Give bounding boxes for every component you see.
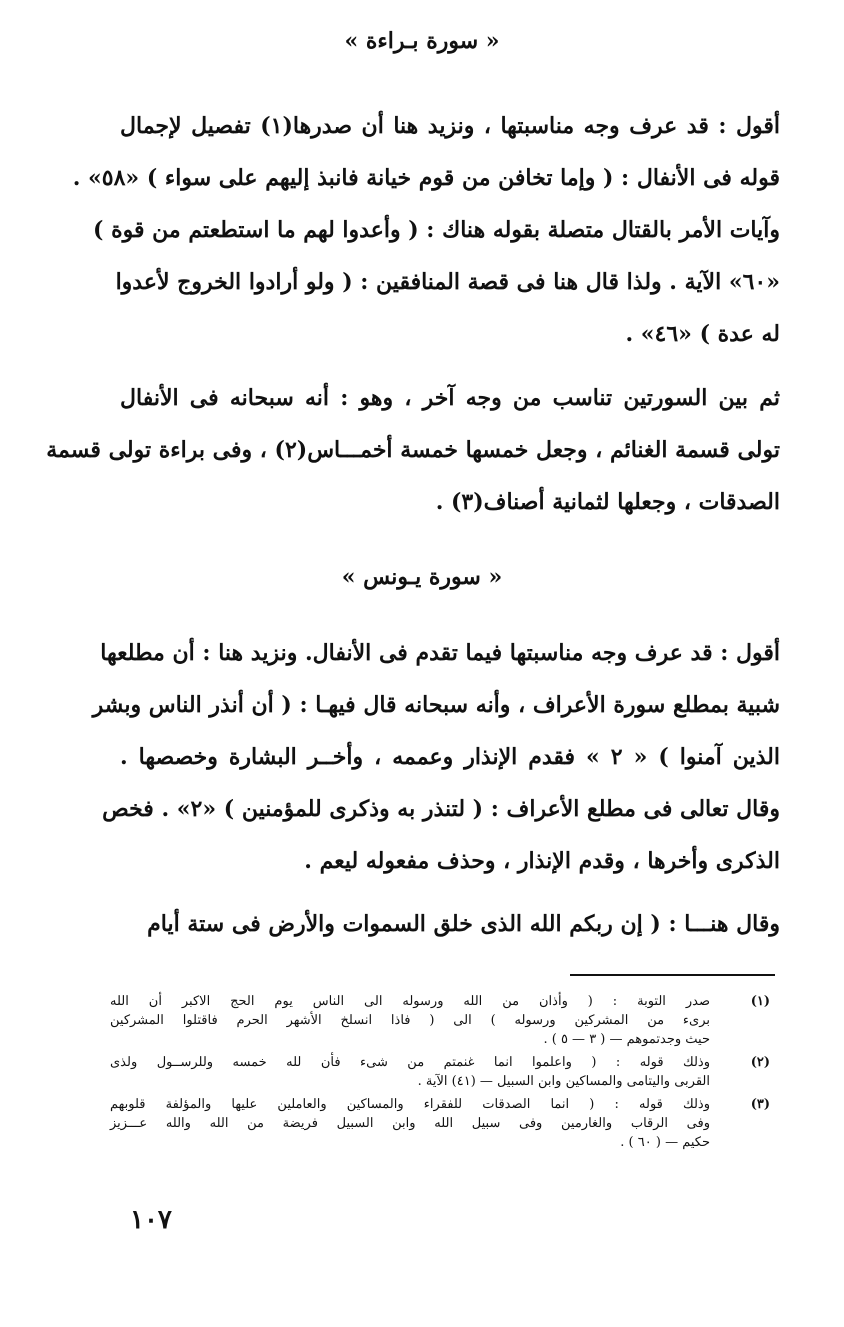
footnote-number: (٣) — [750, 1097, 770, 1112]
footnote-line: وذلك قوله : ( واعلموا انما غنمتم من شىء فأن لله خمسه وللرســول ولذى — [110, 1055, 710, 1070]
surah-yunus-paragraph-1 — [92, 627, 780, 887]
footnote-number: (١) — [750, 994, 770, 1009]
text-line: «٦٠» الآية . ولذا قال هنا فى قصة المنافقين : ( ولو أرادوا الخروج لأعدوا — [115, 269, 780, 295]
footnote-line: وذلك قوله : ( انما الصدقات للفقراء والمساكين والعاملين عليها والمؤلفة قلوبهم — [110, 1097, 710, 1112]
footnote-1 — [110, 992, 770, 1049]
text-line: قوله فى الأنفال : ( وإما تخافن من قوم خيانة فانبذ إليهم على سواء ) «٥٨» . — [72, 165, 780, 191]
text-line: وقال تعالى فى مطلع الأعراف : ( لتنذر به وذكرى للمؤمنين ) «٢» . فخص — [102, 796, 780, 822]
surah-yunus-heading: « سورة يـونس » — [341, 564, 503, 590]
page-number: ١٠٧ — [130, 1205, 172, 1235]
footnotes — [110, 992, 770, 1156]
text-line: الذكرى وأخرها ، وقدم الإنذار ، وحذف مفعوله ليعم . — [304, 848, 780, 874]
surah-baraa-heading: « سورة بـراءة » — [344, 28, 500, 54]
footnote-line: القربى واليتامى والمساكين وابن السبيل — (٤١) الآية . — [417, 1074, 710, 1089]
footnote-text — [110, 992, 710, 1049]
text-line: الصدقات ، وجعلها لثمانية أصناف(٣) . — [435, 489, 780, 515]
text-line: تولى قسمة الغنائم ، وجعل خمسها خمسة أخمـــاس(٢) ، وفى براءة تولى قسمة — [46, 437, 780, 463]
footnote-number: (٢) — [750, 1055, 770, 1070]
text-line: أقول : قد عرف وجه مناسبتها فيما تقدم فى الأنفال. ونزيد هنا : أن مطلعها — [100, 640, 780, 666]
text-line: وقال هنـــا : ( إن ربكم الله الذى خلق السموات والأرض فى ستة أيام — [147, 911, 780, 937]
surah-baraa-paragraph-1 — [72, 100, 780, 360]
surah-yunus-paragraph-2 — [120, 898, 780, 950]
text-line: شبية بمطلع سورة الأعراف ، وأنه سبحانه قال فيهـا : ( أن أنذر الناس وبشر — [92, 692, 780, 718]
footnote-line: وفى الرقاب والغارمين وفى سبيل الله وابن السبيل فريضة من الله والله عـــزيز — [110, 1116, 710, 1131]
footnote-line: حيث وجدتموهم — ( ٣ — ٥ ) . — [543, 1032, 710, 1047]
footnote-separator — [570, 974, 775, 976]
footnote-text — [110, 1095, 710, 1152]
surah-baraa-paragraph-2 — [46, 372, 780, 528]
footnote-3 — [110, 1095, 770, 1152]
footnote-line: برىء من المشركين ورسوله ) الى ( فاذا انسلخ الأشهر الحرم فاقتلوا المشركين — [110, 1013, 710, 1028]
footnote-line: حكيم — ( ٦٠ ) . — [620, 1135, 710, 1150]
footnote-line: صدر التوبة : ( وأذان من الله ورسوله الى الناس يوم الحج الاكبر أن الله — [110, 994, 710, 1009]
text-line: وآيات الأمر بالقتال متصلة بقوله هناك : ( وأعدوا لهم ما استطعتم من قوة ) — [93, 217, 780, 243]
text-line: ثم بين السورتين تناسب من وجه آخر ، وهو : أنه سبحانه فى الأنفال — [120, 385, 780, 411]
text-line: الذين آمنوا ) « ٢ » فقدم الإنذار وعممه ، وأخــر البشارة وخصصها . — [120, 744, 780, 770]
footnote-2 — [110, 1053, 770, 1091]
text-line: له عدة ) «٤٦» . — [625, 321, 780, 347]
text-line: أقول : قد عرف وجه مناسبتها ، ونزيد هنا أن صدرها(١) تفصيل لإجمال — [120, 113, 780, 139]
footnote-text — [110, 1053, 710, 1091]
